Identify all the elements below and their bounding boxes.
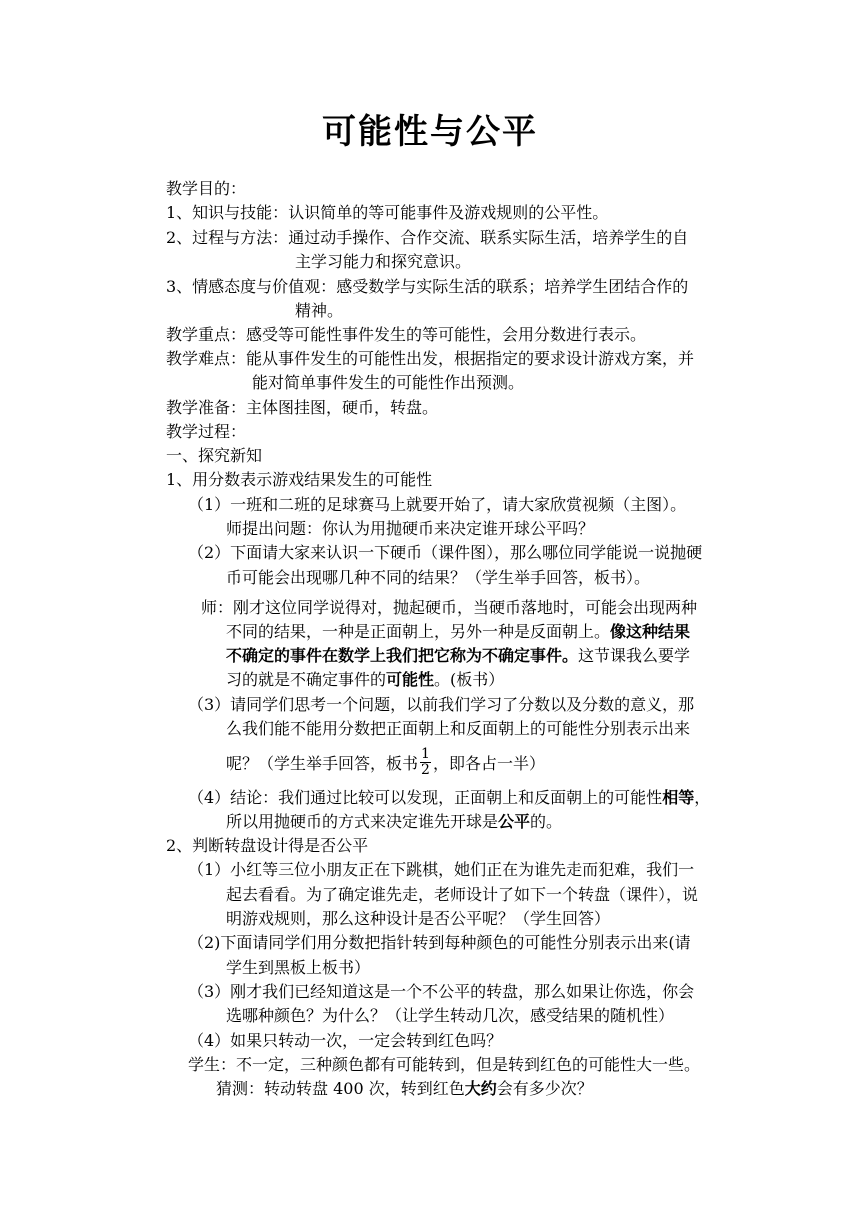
s1-paragraph-3c <box>226 746 545 780</box>
guess-line <box>216 1078 593 1100</box>
s1-paragraph-4b <box>226 811 562 833</box>
s1-paragraph-4b-text-1: 所以用抛硬币的方式来决定谁先开球是 <box>226 812 499 831</box>
page-title: 可能性与公平 <box>322 112 538 152</box>
section-1-heading: 一、探究新知 <box>166 446 263 465</box>
s2-paragraph-4: （4）如果只转动一次，一定会转到红色吗？ <box>188 1031 503 1050</box>
teacher-line-c-text: 这节课我么要学 <box>578 646 691 665</box>
objective-1-label: 1、知识与技能： <box>166 203 289 222</box>
teacher-line-a: 师：刚才这位同学说得对，抛起硬币，当硬币落地时，可能会出现两种 <box>201 598 698 617</box>
objective-1-text: 认识简单的等可能事件及游戏规则的公平性。 <box>288 203 609 222</box>
s1-paragraph-4b-text-2: 的。 <box>530 812 563 831</box>
s2-paragraph-1c: 明游戏规则，那么这种设计是否公平呢？（学生回答） <box>226 909 611 928</box>
s1-paragraph-3a: （3）请同学们思考一个问题，以前我们学习了分数以及分数的意义，那 <box>188 695 695 714</box>
s1-paragraph-3c-text-1: 呢？（学生举手回答，板书 <box>226 754 419 773</box>
s1-paragraph-1b: 师提出问题：你认为用抛硬币来决定谁开球公平吗？ <box>226 519 595 538</box>
teacher-line-b-bold: 像这种结果 <box>610 622 691 641</box>
fraction-numerator: 1 <box>421 746 430 762</box>
s2-paragraph-2a: （2)下面请同学们用分数把指针转到每种颜色的可能性分别表示出来(请 <box>188 933 691 952</box>
teacher-line-c-bold: 不确定的事件在数学上我们把它称为不确定事件。 <box>226 646 579 665</box>
s1-paragraph-3b: 么我们能不能用分数把正面朝上和反面朝上的可能性分别表示出来 <box>226 719 691 738</box>
s2-paragraph-1a: （1）小红等三位小朋友正在下跳棋，她们正在为谁先走而犯难，我们一 <box>188 860 695 879</box>
objective-2-text-b: 主学习能力和探究意识。 <box>295 252 472 271</box>
objective-2-label: 2、过程与方法： <box>166 228 289 247</box>
preparation: 教学准备：主体图挂图，硬币，转盘。 <box>166 398 439 417</box>
key-point: 教学重点：感受等可能性事件发生的等可能性，会用分数进行表示。 <box>166 325 647 344</box>
guess-bold: 大约 <box>464 1079 497 1098</box>
teacher-line-c <box>226 645 690 667</box>
s1-paragraph-4b-bold: 公平 <box>498 812 531 831</box>
s1-paragraph-4a-bold: 相等 <box>662 788 695 807</box>
objective-3-text-b: 精神。 <box>295 301 344 320</box>
s1-paragraph-4a-text-1: （4）结论：我们通过比较可以发现，正面朝上和反面朝上的可能性 <box>188 788 663 807</box>
difficulty-b: 能对简单事件发生的可能性作出预测。 <box>252 373 525 392</box>
s1-paragraph-2b: 币可能会出现哪几种不同的结果？（学生举手回答，板书）。 <box>226 568 651 587</box>
objective-3 <box>166 276 688 298</box>
objective-3-label: 3、情感态度与价值观： <box>166 277 337 296</box>
objectives-heading: 教学目的： <box>166 179 247 198</box>
student-answer: 学生：不一定，三种颜色都有可能转到，但是转到红色的可能性大一些。 <box>188 1055 701 1074</box>
difficulty-a: 教学难点：能从事件发生的可能性出发，根据指定的要求设计游戏方案，并 <box>166 349 695 368</box>
s1-paragraph-1a: （1）一班和二班的足球赛马上就要开始了，请大家欣赏视频（主图）。 <box>188 495 687 514</box>
teacher-line-b <box>226 621 690 643</box>
s1-paragraph-2a: （2）下面请大家来认识一下硬币（课件图），那么哪位同学能说一说抛硬 <box>188 543 703 562</box>
teacher-line-b-text: 不同的结果，一种是正面朝上，另外一种是反面朝上。 <box>226 622 611 641</box>
teacher-line-d <box>226 669 504 691</box>
objective-2 <box>166 227 688 249</box>
s2-paragraph-1b: 起去看看。为了确定谁先走，老师设计了如下一个转盘（课件），说 <box>226 885 699 904</box>
subsection-2-heading: 2、判断转盘设计得是否公平 <box>166 836 369 855</box>
teacher-line-d-text-1: 习的就是不确定事件的 <box>226 670 387 689</box>
s1-paragraph-3c-text-2: ，即各占一半） <box>432 754 545 773</box>
fraction-denominator: 2 <box>421 762 430 778</box>
teacher-line-d-bold: 可能性 <box>386 670 435 689</box>
guess-text-2: 会有多少次？ <box>496 1079 593 1098</box>
s2-paragraph-2b: 学生到黑板上板书） <box>226 958 371 977</box>
s2-paragraph-3a: （3）刚才我们已经知道这是一个不公平的转盘，那么如果让你选，你会 <box>188 982 695 1001</box>
s2-paragraph-3b: 选哪种颜色？为什么？（让学生转动几次，感受结果的随机性） <box>226 1006 675 1025</box>
teacher-line-d-text-2: 。(板书） <box>434 670 505 689</box>
objective-2-text-a: 通过动手操作、合作交流、联系实际生活，培养学生的自 <box>288 228 689 247</box>
guess-text-1: 猜测：转动转盘 400 次，转到红色 <box>216 1079 465 1098</box>
objective-1 <box>166 202 608 224</box>
process-heading: 教学过程： <box>166 422 247 441</box>
one-half-fraction <box>420 747 431 778</box>
subsection-1-heading: 1、用分数表示游戏结果发生的可能性 <box>166 470 433 489</box>
s1-paragraph-4a-text-2: ， <box>694 788 711 807</box>
objective-3-text-a: 感受数学与实际生活的联系；培养学生团结合作的 <box>336 277 689 296</box>
s1-paragraph-4a <box>188 787 710 809</box>
